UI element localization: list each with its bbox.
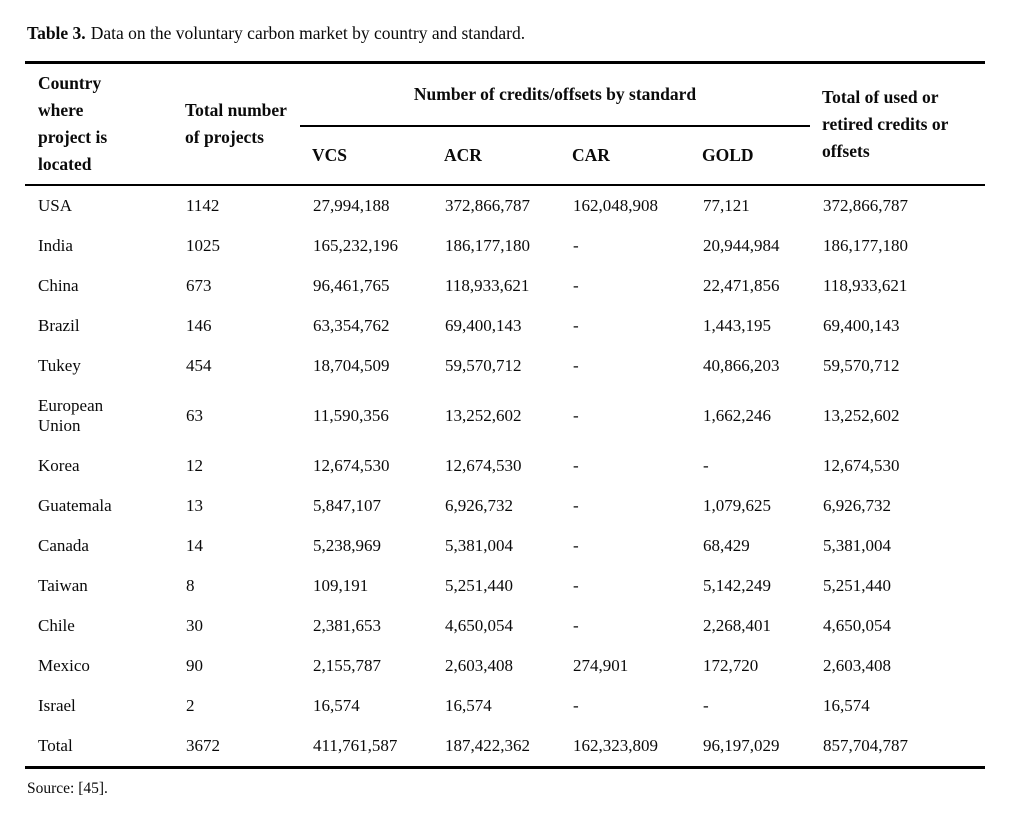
cell-gold: 20,944,984 <box>703 236 780 255</box>
cell-vcs: 63,354,762 <box>313 316 390 335</box>
cell-acr: 118,933,621 <box>445 276 530 295</box>
header-standards-group: Number of credits/offsets by standard <box>300 63 810 126</box>
table-row <box>25 226 985 266</box>
cell-car: - <box>573 406 579 425</box>
cell-car: - <box>573 356 579 375</box>
cell-vcs: 16,574 <box>313 696 360 715</box>
header-total-projects: Total number of projects <box>185 100 287 147</box>
cell-acr: 2,603,408 <box>445 656 513 675</box>
cell-car: 274,901 <box>573 656 629 675</box>
cell-vcs: 2,155,787 <box>313 656 381 675</box>
cell-acr: 13,252,602 <box>445 406 522 425</box>
cell-total-projects: 454 <box>186 356 212 375</box>
table-row <box>25 686 985 726</box>
cell-total-projects: 2 <box>186 696 195 715</box>
cell-car: - <box>573 236 579 255</box>
cell-gold: 96,197,029 <box>703 736 780 755</box>
cell-car: - <box>573 496 579 515</box>
cell-gold: 1,079,625 <box>703 496 771 515</box>
table-header <box>25 63 985 186</box>
cell-gold: - <box>703 456 709 475</box>
cell-total-projects: 13 <box>186 496 203 515</box>
cell-total-projects: 1142 <box>186 196 220 215</box>
cell-vcs: 2,381,653 <box>313 616 381 635</box>
table-row <box>25 446 985 486</box>
cell-country: Brazil <box>38 316 80 335</box>
cell-acr: 186,177,180 <box>445 236 530 255</box>
cell-vcs: 11,590,356 <box>313 406 389 425</box>
cell-total-used: 13,252,602 <box>823 406 900 425</box>
cell-car: - <box>573 696 579 715</box>
cell-total-projects: 3672 <box>186 736 220 755</box>
source-note: Source: [45]. <box>27 780 108 797</box>
cell-country: Canada <box>38 536 89 555</box>
table-row <box>25 386 985 446</box>
header-acr: ACR <box>444 144 482 165</box>
cell-total-used: 16,574 <box>823 696 870 715</box>
cell-country: Israel <box>38 696 76 715</box>
cell-gold: 172,720 <box>703 656 759 675</box>
table-row <box>25 646 985 686</box>
cell-acr: 5,381,004 <box>445 536 513 555</box>
cell-total-used: 12,674,530 <box>823 456 900 475</box>
cell-total-used: 6,926,732 <box>823 496 892 515</box>
cell-total-projects: 30 <box>186 616 203 635</box>
cell-total-used: 2,603,408 <box>823 656 892 675</box>
cell-country: USA <box>38 196 73 215</box>
table-caption-text: Data on the voluntary carbon market by country and standard. <box>90 23 526 43</box>
cell-vcs: 18,704,509 <box>313 356 390 375</box>
cell-country: India <box>38 236 73 255</box>
cell-gold: 68,429 <box>703 536 750 555</box>
table-body <box>25 185 985 768</box>
cell-total-used: 372,866,787 <box>823 196 909 215</box>
table-row <box>25 526 985 566</box>
header-car: CAR <box>572 144 610 165</box>
cell-country: Taiwan <box>38 576 88 595</box>
cell-vcs: 5,847,107 <box>313 496 381 515</box>
cell-car: - <box>573 536 579 555</box>
table-row <box>25 346 985 386</box>
table-row <box>25 486 985 526</box>
cell-country: European Union <box>38 396 104 435</box>
table-caption <box>27 22 985 44</box>
cell-total-used: 186,177,180 <box>823 236 909 255</box>
table-row <box>25 266 985 306</box>
cell-total-projects: 1025 <box>186 236 220 255</box>
cell-total-used: 5,381,004 <box>823 536 892 555</box>
cell-car: 162,048,908 <box>573 196 658 215</box>
cell-gold: 22,471,856 <box>703 276 780 295</box>
cell-gold: 1,443,195 <box>703 316 771 335</box>
header-row-top <box>25 63 985 126</box>
cell-vcs: 411,761,587 <box>313 736 398 755</box>
cell-car: - <box>573 456 579 475</box>
cell-total-projects: 12 <box>186 456 203 475</box>
cell-total-projects: 63 <box>186 406 203 425</box>
cell-country: Guatemala <box>38 496 112 515</box>
table-row <box>25 726 985 768</box>
cell-acr: 12,674,530 <box>445 456 522 475</box>
cell-car: - <box>573 316 579 335</box>
cell-gold: - <box>703 696 709 715</box>
cell-country: China <box>38 276 79 295</box>
cell-total-projects: 146 <box>186 316 212 335</box>
cell-total-projects: 8 <box>186 576 195 595</box>
header-vcs: VCS <box>312 144 348 165</box>
table-row <box>25 606 985 646</box>
cell-country: Mexico <box>38 656 90 675</box>
cell-acr: 69,400,143 <box>445 316 522 335</box>
cell-gold: 1,662,246 <box>703 406 771 425</box>
carbon-market-table <box>25 61 985 769</box>
table-row <box>25 306 985 346</box>
cell-vcs: 165,232,196 <box>313 236 398 255</box>
cell-gold: 2,268,401 <box>703 616 771 635</box>
cell-country: Tukey <box>38 356 81 375</box>
table-row <box>25 185 985 226</box>
cell-vcs: 5,238,969 <box>313 536 381 555</box>
cell-total-projects: 90 <box>186 656 203 675</box>
cell-total-used: 59,570,712 <box>823 356 900 375</box>
header-country: Country where project is located <box>38 73 108 174</box>
cell-car: - <box>573 616 579 635</box>
cell-total-used: 69,400,143 <box>823 316 900 335</box>
header-total-used: Total of used or retired credits or offsets <box>822 86 949 161</box>
cell-vcs: 27,994,188 <box>313 196 390 215</box>
cell-acr: 372,866,787 <box>445 196 530 215</box>
cell-car: - <box>573 276 579 295</box>
cell-gold: 77,121 <box>703 196 750 215</box>
cell-car: - <box>573 576 579 595</box>
cell-acr: 4,650,054 <box>445 616 513 635</box>
cell-acr: 187,422,362 <box>445 736 530 755</box>
cell-total-projects: 673 <box>186 276 212 295</box>
cell-total-used: 5,251,440 <box>823 576 892 595</box>
cell-acr: 16,574 <box>445 696 492 715</box>
cell-total-used: 4,650,054 <box>823 616 892 635</box>
cell-vcs: 96,461,765 <box>313 276 390 295</box>
cell-country: Korea <box>38 456 80 475</box>
table-caption-label: Table 3. <box>27 23 86 43</box>
cell-car: 162,323,809 <box>573 736 658 755</box>
cell-acr: 6,926,732 <box>445 496 513 515</box>
cell-acr: 59,570,712 <box>445 356 522 375</box>
cell-gold: 40,866,203 <box>703 356 780 375</box>
cell-total-projects: 14 <box>186 536 203 555</box>
cell-vcs: 109,191 <box>313 576 369 595</box>
table-row <box>25 566 985 606</box>
header-gold: GOLD <box>702 144 754 165</box>
cell-country: Total <box>38 736 73 755</box>
cell-vcs: 12,674,530 <box>313 456 390 475</box>
cell-total-used: 857,704,787 <box>823 736 909 755</box>
cell-acr: 5,251,440 <box>445 576 513 595</box>
cell-country: Chile <box>38 616 75 635</box>
cell-total-used: 118,933,621 <box>823 276 908 295</box>
cell-gold: 5,142,249 <box>703 576 771 595</box>
